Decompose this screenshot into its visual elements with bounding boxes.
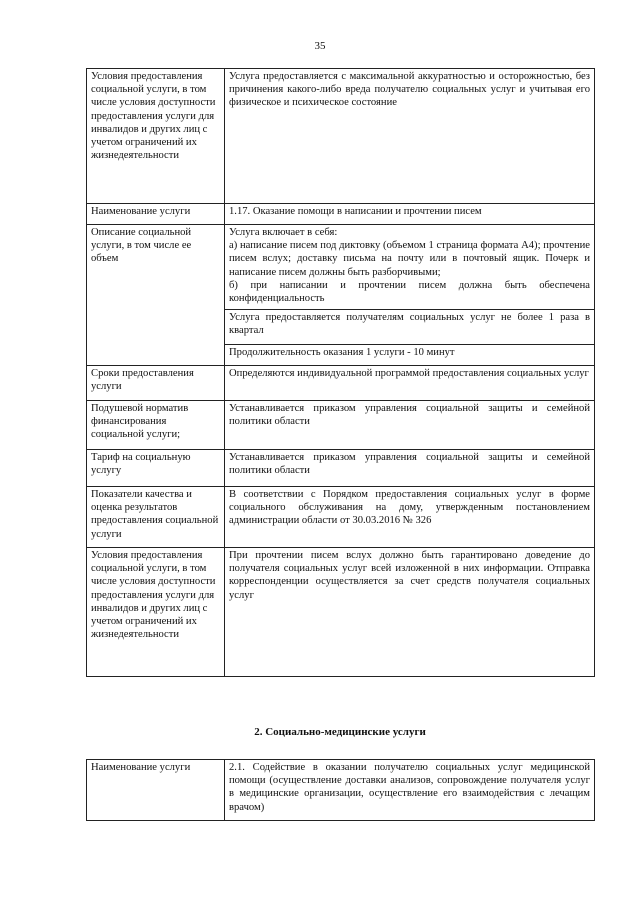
- table-row: [87, 450, 595, 487]
- row-value: Услуга предоставляется получателям социальных услуг не более 1 раза в квартал: [225, 310, 595, 345]
- page-number: 35: [314, 40, 326, 52]
- table-row: [87, 204, 595, 225]
- row-label: Сроки предоставления услуги: [87, 366, 225, 401]
- row-value: Услуга включает в себя: а) написание писем под диктовку (объемом 1 страница формата А4); прочтение писем вслух; доставку письма на почту или в почтовый ящик. Почерк и написание писем должны быть разборчивыми; б) при написании и прочтении писем должна быть обеспечена конфиденциальность: [225, 225, 595, 310]
- row-value: 1.17. Оказание помощи в написании и прочтении писем: [225, 204, 595, 225]
- row-value: Устанавливается приказом управления социальной защиты и семейной политики области: [225, 401, 595, 450]
- table-row: [87, 69, 595, 204]
- row-value: Продолжительность оказания 1 услуги - 10 минут: [225, 345, 595, 366]
- row-label: Подушевой норматив финансирования социальной услуги;: [87, 401, 225, 450]
- row-value: В соответствии с Порядком предоставления социальных услуг в форме социального обслуживания на дому, утвержденным постановлением администрации области от 30.03.2016 № 326: [225, 487, 595, 548]
- row-label: Тариф на социальную услугу: [87, 450, 225, 487]
- section-heading: 2. Социально-медицинские услуги: [254, 726, 426, 738]
- row-label: Условия предоставления социальной услуги, в том числе условия доступности предоставления услуги для инвалидов и других лиц с учетом ограничений их жизнедеятельности: [87, 69, 225, 204]
- table-row: [87, 760, 595, 821]
- row-label: Описание социальной услуги, в том числе ее объем: [87, 225, 225, 366]
- service-table-2-1: [86, 759, 595, 821]
- table-row: [87, 225, 595, 310]
- row-label: Показатели качества и оценка результатов предоставления социальной услуги: [87, 487, 225, 548]
- table-row: [87, 366, 595, 401]
- row-label: Наименование услуги: [87, 204, 225, 225]
- row-value: 2.1. Содействие в оказании получателю социальных услуг медицинской помощи (осуществление доставки анализов, сопровождение получателя услуг в медицинские организации, осуществление его взаимодействия с лечащим врачом): [225, 760, 595, 821]
- service-table-1-17: [86, 68, 595, 677]
- table-row: [87, 487, 595, 548]
- row-label: Условия предоставления социальной услуги, в том числе условия доступности предоставления услуги для инвалидов и других лиц с учетом ограничений их жизнедеятельности: [87, 548, 225, 677]
- table-row: [87, 548, 595, 677]
- row-value: При прочтении писем вслух должно быть гарантировано доведение до получателя социальных услуг всей изложенной в них информации. Отправка корреспонденции осуществляется за счет средств получателя социальных услуг: [225, 548, 595, 677]
- table-row: [87, 401, 595, 450]
- row-value: Устанавливается приказом управления социальной защиты и семейной политики области: [225, 450, 595, 487]
- row-label: Наименование услуги: [87, 760, 225, 821]
- row-value: Услуга предоставляется с максимальной аккуратностью и осторожностью, без причинения какого-либо вреда получателю социальных услуг и учитывая его физическое и психическое состояние: [225, 69, 595, 204]
- row-value: Определяются индивидуальной программой предоставления социальных услуг: [225, 366, 595, 401]
